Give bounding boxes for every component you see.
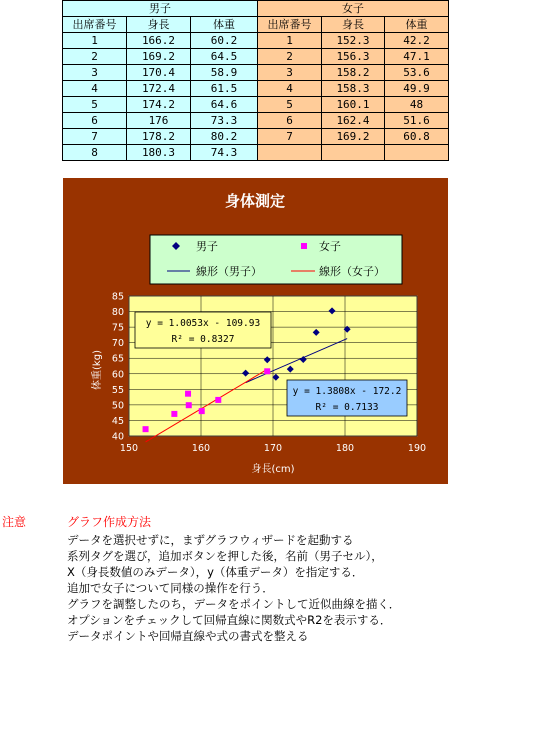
female-cell: 47.1 bbox=[385, 49, 449, 65]
legend-female-label: 女子 bbox=[319, 240, 341, 253]
y-tick-label: 85 bbox=[111, 291, 124, 303]
female-data-point bbox=[264, 368, 270, 374]
male-cell: 176 bbox=[127, 113, 191, 129]
male-equation-text: y = 1.0053x - 109.93 bbox=[145, 318, 261, 329]
female-cell: 6 bbox=[258, 113, 322, 129]
male-cell: 64.6 bbox=[191, 97, 258, 113]
x-tick-label: 170 bbox=[263, 443, 283, 454]
table-row bbox=[63, 49, 449, 65]
table-row bbox=[63, 129, 449, 145]
female-equation-r2: R² = 0.7133 bbox=[315, 402, 379, 413]
table-row bbox=[63, 81, 449, 97]
table-column-header-row bbox=[63, 17, 449, 33]
male-cell: 60.2 bbox=[191, 33, 258, 49]
female-data-point bbox=[143, 426, 149, 432]
female-cell: 160.1 bbox=[322, 97, 385, 113]
male-cell: 61.5 bbox=[191, 81, 258, 97]
male-cell: 180.3 bbox=[127, 145, 191, 161]
male-equation-r2: R² = 0.8327 bbox=[171, 334, 235, 345]
table-row bbox=[63, 97, 449, 113]
female-cell: 1 bbox=[258, 33, 322, 49]
male-cell: 6 bbox=[63, 113, 127, 129]
female-data-point bbox=[186, 402, 192, 408]
female-cell: 2 bbox=[258, 49, 322, 65]
male-cell: 3 bbox=[63, 65, 127, 81]
female-cell: 5 bbox=[258, 97, 322, 113]
x-tick-label: 150 bbox=[119, 443, 139, 454]
female-cell: 51.6 bbox=[385, 113, 449, 129]
table-row bbox=[63, 145, 449, 161]
note-line: データを選択せずに，まずグラフウィザードを起動する bbox=[67, 533, 354, 547]
x-axis-title: 身長(cm) bbox=[251, 464, 295, 475]
chart-title: 身体測定 bbox=[224, 192, 286, 210]
male-cell: 4 bbox=[63, 81, 127, 97]
note-line: データポイントや回帰直線や式の書式を整える bbox=[67, 629, 309, 643]
female-cell: 60.8 bbox=[385, 129, 449, 145]
female-cell: 162.4 bbox=[322, 113, 385, 129]
male-cell: 7 bbox=[63, 129, 127, 145]
male-cell: 170.4 bbox=[127, 65, 191, 81]
table-row bbox=[63, 113, 449, 129]
female-equation-text: y = 1.3808x - 172.2 bbox=[292, 386, 402, 397]
y-axis-title: 体重(kg) bbox=[92, 350, 103, 390]
y-tick-label: 45 bbox=[111, 415, 124, 427]
female-cell: 49.9 bbox=[385, 81, 449, 97]
female-cell: 53.6 bbox=[385, 65, 449, 81]
male-col-weight: 体重 bbox=[191, 17, 258, 33]
table-row bbox=[63, 33, 449, 49]
male-cell: 169.2 bbox=[127, 49, 191, 65]
y-tick-label: 65 bbox=[111, 353, 124, 365]
male-cell: 74.3 bbox=[191, 145, 258, 161]
male-cell: 5 bbox=[63, 97, 127, 113]
x-tick-label: 180 bbox=[335, 443, 355, 454]
female-cell: 156.3 bbox=[322, 49, 385, 65]
x-tick-label: 160 bbox=[191, 443, 211, 454]
male-cell: 178.2 bbox=[127, 129, 191, 145]
female-data-point bbox=[185, 391, 191, 397]
table-group-header-row bbox=[63, 1, 449, 17]
female-data-point bbox=[171, 411, 177, 417]
female-cell: 152.3 bbox=[322, 33, 385, 49]
scatter-chart bbox=[63, 178, 448, 484]
chart-legend bbox=[150, 235, 402, 284]
female-cell bbox=[322, 145, 385, 161]
y-tick-label: 60 bbox=[111, 369, 124, 381]
note-label: 注意 bbox=[2, 515, 27, 529]
male-cell: 64.5 bbox=[191, 49, 258, 65]
note-line: X（身長数値のみデータ），y（体重データ）を指定する． bbox=[67, 565, 364, 579]
y-tick-label: 70 bbox=[111, 338, 124, 350]
y-tick-label: 55 bbox=[111, 384, 124, 396]
female-col-height: 身長 bbox=[322, 17, 385, 33]
male-col-height: 身長 bbox=[127, 17, 191, 33]
legend-female-marker-icon bbox=[301, 243, 307, 249]
male-cell: 8 bbox=[63, 145, 127, 161]
female-cell: 158.3 bbox=[322, 81, 385, 97]
male-cell: 58.9 bbox=[191, 65, 258, 81]
table-row bbox=[63, 65, 449, 81]
note-line: オプションをチェックして回帰直線に関数式やR2を表示する． bbox=[67, 613, 392, 627]
female-data-point bbox=[199, 408, 205, 414]
note-line: グラフを調整したのち，データをポイントして近似曲線を描く． bbox=[67, 597, 401, 611]
male-cell: 1 bbox=[63, 33, 127, 49]
female-cell: 3 bbox=[258, 65, 322, 81]
legend-male-trend-label: 線形（男子） bbox=[196, 265, 262, 278]
male-cell: 172.4 bbox=[127, 81, 191, 97]
male-cell: 166.2 bbox=[127, 33, 191, 49]
y-tick-label: 50 bbox=[111, 400, 124, 412]
legend-male-label: 男子 bbox=[196, 240, 218, 253]
y-tick-label: 75 bbox=[111, 322, 124, 334]
male-cell: 73.3 bbox=[191, 113, 258, 129]
female-cell: 158.2 bbox=[322, 65, 385, 81]
legend-female-trend-label: 線形（女子） bbox=[319, 265, 385, 278]
male-group-header: 男子 bbox=[63, 1, 258, 17]
female-col-weight: 体重 bbox=[385, 17, 449, 33]
male-cell: 80.2 bbox=[191, 129, 258, 145]
male-cell: 174.2 bbox=[127, 97, 191, 113]
female-cell: 42.2 bbox=[385, 33, 449, 49]
x-tick-label: 190 bbox=[407, 443, 427, 454]
data-table bbox=[62, 0, 449, 161]
female-col-id: 出席番号 bbox=[258, 17, 322, 33]
male-cell: 2 bbox=[63, 49, 127, 65]
note-line: 系列タグを選び，追加ボタンを押した後，名前（男子セル）， bbox=[67, 549, 383, 563]
female-cell bbox=[258, 145, 322, 161]
female-data-point bbox=[215, 397, 221, 403]
female-cell: 4 bbox=[258, 81, 322, 97]
method-title: グラフ作成方法 bbox=[67, 515, 152, 529]
female-cell: 7 bbox=[258, 129, 322, 145]
female-cell: 48 bbox=[385, 97, 449, 113]
female-cell: 169.2 bbox=[322, 129, 385, 145]
female-cell bbox=[385, 145, 449, 161]
note-line: 追加で女子について同様の操作を行う． bbox=[67, 581, 274, 595]
male-col-id: 出席番号 bbox=[63, 17, 127, 33]
female-group-header: 女子 bbox=[258, 1, 449, 17]
y-tick-label: 80 bbox=[111, 307, 124, 319]
y-tick-label: 40 bbox=[111, 431, 124, 443]
